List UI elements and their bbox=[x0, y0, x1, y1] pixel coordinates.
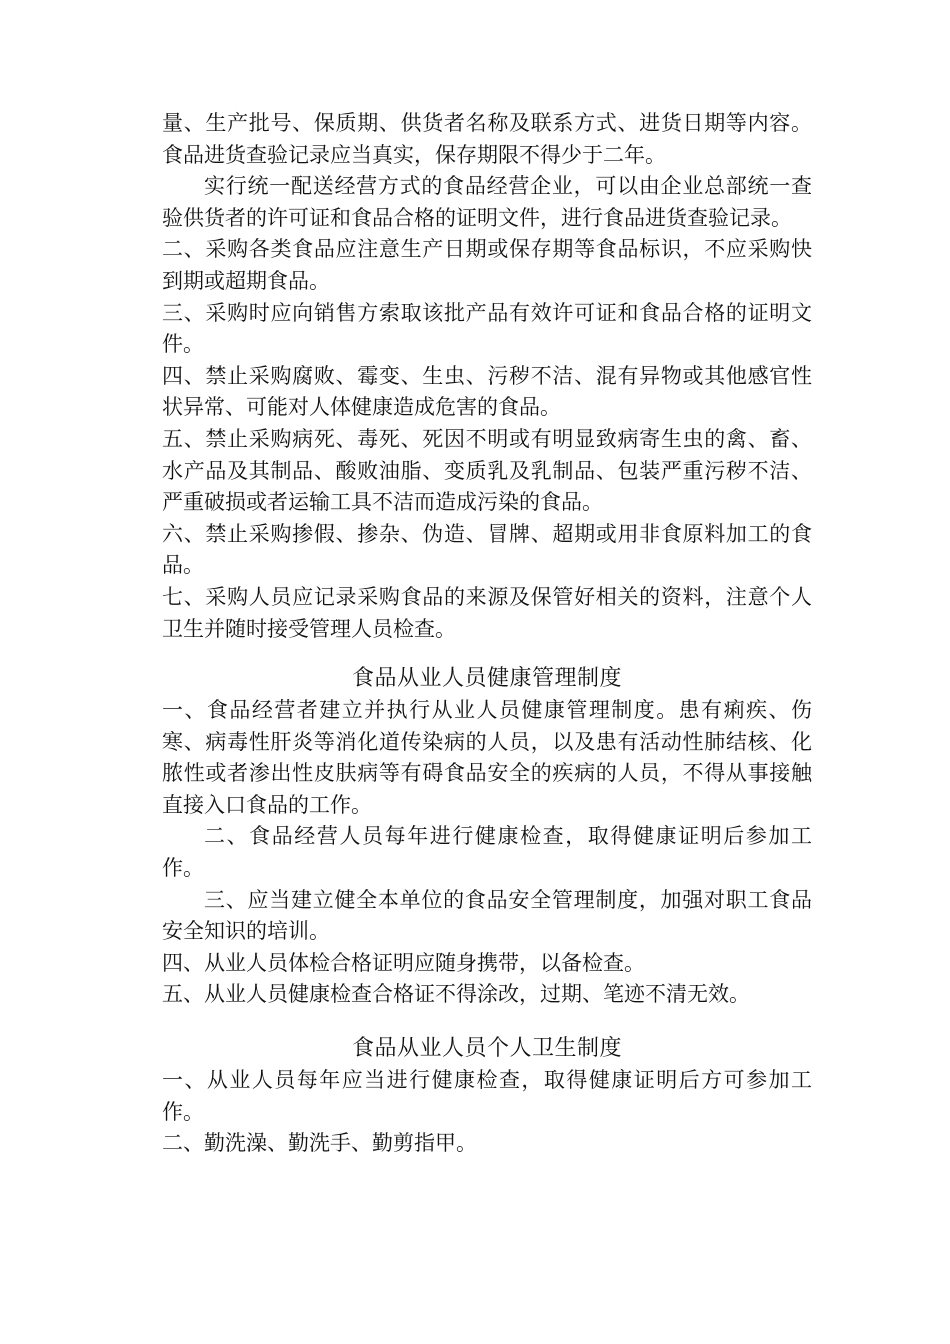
paragraph-health-rule-4: 四、从业人员体检合格证明应随身携带，以备检查。 bbox=[162, 950, 645, 975]
paragraph-health-rule-1: 一、食品经营者建立并执行从业人员健康管理制度。患有痢疾、伤寒、病毒性肝炎等消化道传染病的人员，以及患有活动性肺结核、化脓性或者渗出性皮肤病等有碍食品安全的疾病的人员，不得从事接触直接入口食品的工作。 bbox=[162, 698, 812, 817]
paragraph-health-rule-2: 二、食品经营人员每年进行健康检查，取得健康证明后参加工作。 bbox=[162, 824, 812, 881]
paragraph-rule-6: 六、禁止采购掺假、掺杂、伪造、冒牌、超期或用非食原料加工的食品。 bbox=[162, 521, 812, 578]
paragraph-rule-4: 四、禁止采购腐败、霉变、生虫、污秽不洁、混有异物或其他感官性状异常、可能对人体健康造成危害的食品。 bbox=[162, 363, 812, 420]
paragraph-rule-7: 七、采购人员应记录采购食品的来源及保管好相关的资料，注意个人卫生并随时接受管理人员检查。 bbox=[162, 584, 812, 641]
paragraph-hygiene-rule-1: 一、从业人员每年应当进行健康检查，取得健康证明后方可参加工作。 bbox=[162, 1068, 812, 1124]
section-title-health-management: 食品从业人员健康管理制度 bbox=[351, 666, 622, 692]
paragraph-inspection-records: 量、生产批号、保质期、供货者名称及联系方式、进货日期等内容。食品进货查验记录应当真实，保存期限不得少于二年。 bbox=[162, 111, 812, 167]
health-management-section bbox=[162, 663, 812, 1011]
paragraph-rule-3: 三、采购时应向销售方索取该批产品有效许可证和食品合格的证明文件。 bbox=[162, 300, 812, 357]
document-page bbox=[162, 108, 812, 1160]
personal-hygiene-section bbox=[162, 1033, 812, 1160]
section-title-personal-hygiene: 食品从业人员个人卫生制度 bbox=[351, 1036, 622, 1062]
paragraph-hygiene-rule-2: 二、勤洗澡、勤洗手、勤剪指甲。 bbox=[162, 1131, 477, 1156]
paragraph-health-rule-3: 三、应当建立健全本单位的食品安全管理制度，加强对职工食品安全知识的培训。 bbox=[162, 887, 812, 944]
paragraph-health-rule-5: 五、从业人员健康检查合格证不得涂改，过期、笔迹不清无效。 bbox=[162, 982, 750, 1007]
paragraph-rule-5: 五、禁止采购病死、毒死、死因不明或有明显致病寄生虫的禽、畜、水产品及其制品、酸败油脂、变质乳及乳制品、包装严重污秽不洁、严重破损或者运输工具不洁而造成污染的食品。 bbox=[162, 426, 812, 515]
paragraph-rule-2: 二、采购各类食品应注意生产日期或保存期等食品标识，不应采购快到期或超期食品。 bbox=[162, 237, 812, 293]
paragraph-unified-distribution: 实行统一配送经营方式的食品经营企业，可以由企业总部统一查验供货者的许可证和食品合格的证明文件，进行食品进货查验记录。 bbox=[162, 174, 812, 230]
procurement-section bbox=[162, 108, 812, 645]
